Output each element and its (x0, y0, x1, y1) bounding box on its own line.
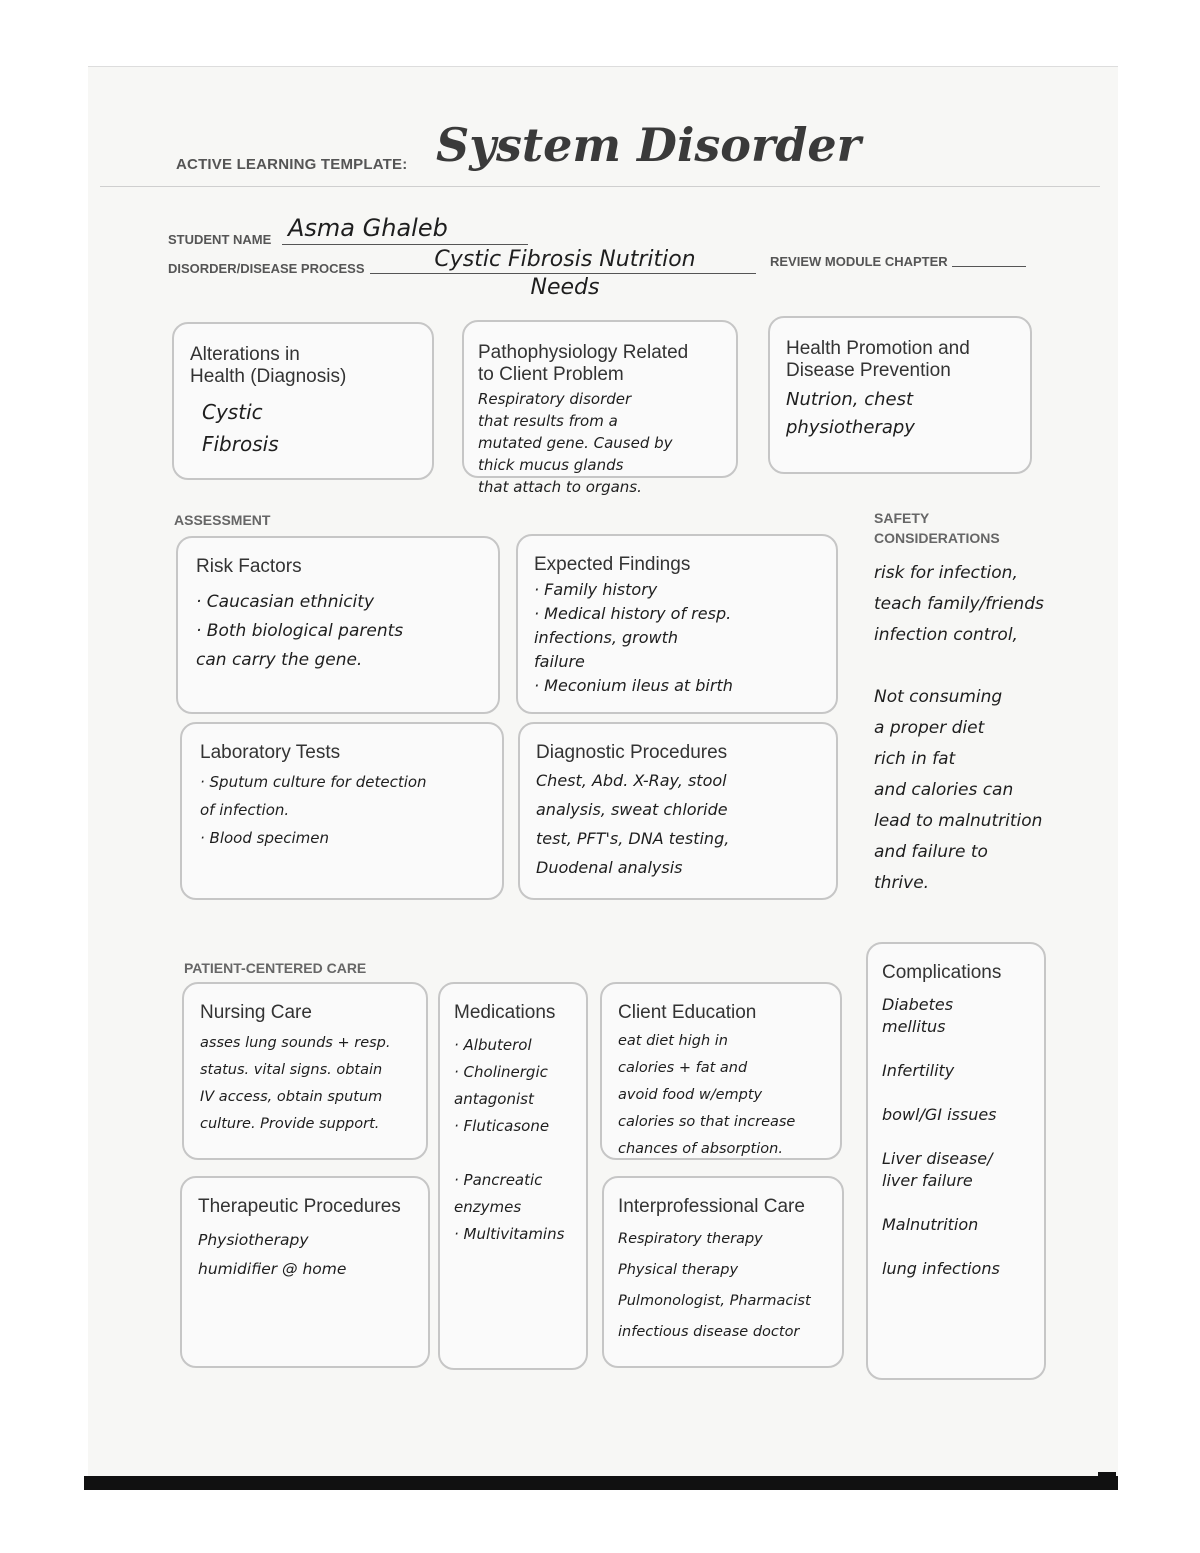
diagnostic-procedures-content: Chest, Abd. X-Ray, stool analysis, sweat chloride test, PFT's, DNA testing, Duodenal analysis (536, 771, 730, 877)
nursing-care-box (182, 982, 428, 1160)
alterations-in-health-box (172, 322, 434, 480)
alterations-title: Alterations in Health (Diagnosis) (190, 344, 347, 387)
nursing-care-content: asses lung sounds + resp. status. vital signs. obtain IV access, obtain sputum culture. Provide support. (200, 1035, 391, 1132)
risk-factors-title: Risk Factors (196, 556, 302, 577)
expected-findings-box (516, 534, 838, 714)
complications-title: Complications (882, 962, 1002, 983)
interprofessional-care-title: Interprofessional Care (618, 1196, 805, 1217)
pathophysiology-box (462, 320, 738, 496)
disorder-value: Cystic Fibrosis Nutrition Needs (434, 247, 696, 300)
safety-considerations-content: risk for infection, teach family/friends infection control, Not consuming a proper diet rich in fat and calories can lead to malnutrition and failure to thrive. (874, 563, 1044, 893)
header-divider (100, 186, 1100, 187)
student-name-label: STUDENT NAME (168, 232, 272, 247)
client-education-box (600, 982, 842, 1160)
interprofessional-care-box (602, 1176, 844, 1368)
complications-content: Diabetes mellitus Infertility bowl/GI issues Liver disease/ liver failure Malnutrition lung infections (882, 995, 1000, 1278)
therapeutic-procedures-title: Therapeutic Procedures (198, 1196, 401, 1217)
client-education-title: Client Education (618, 1002, 757, 1023)
template-prefix: ACTIVE LEARNING TEMPLATE: (176, 156, 408, 173)
expected-findings-title: Expected Findings (534, 554, 691, 575)
health-promotion-content: Nutrion, chest physiotherapy (786, 389, 915, 438)
student-name-value: Asma Ghaleb (288, 214, 448, 242)
patient-centered-care-label: PATIENT-CENTERED CARE (184, 960, 367, 976)
therapeutic-procedures-box (180, 1176, 430, 1368)
template-title: System Disorder (436, 118, 861, 172)
review-module-line (952, 266, 1026, 267)
health-promotion-title: Health Promotion and Disease Prevention (786, 338, 970, 381)
pathophysiology-title: Pathophysiology Related to Client Problem (478, 342, 689, 385)
diagnostic-procedures-box (518, 722, 838, 900)
medications-content: · Albuterol · Cholinergic antagonist · Fluticasone · Pancreatic enzymes · Multivitamins (454, 1036, 565, 1243)
therapeutic-procedures-content: Physiotherapy humidifier @ home (198, 1231, 347, 1278)
diagnostic-procedures-title: Diagnostic Procedures (536, 742, 728, 763)
risk-factors-box (176, 536, 500, 714)
pathophysiology-content: Respiratory disorder that results from a mutated gene. Caused by thick mucus glands that attach to organs. (478, 390, 673, 496)
scan-edge-bar (84, 1476, 1118, 1490)
assessment-section-label: ASSESSMENT (174, 512, 271, 528)
alterations-content: Cystic Fibrosis (202, 400, 279, 456)
medications-title: Medications (454, 1002, 556, 1023)
health-promotion-box (768, 316, 1032, 474)
complications-box (866, 942, 1046, 1380)
laboratory-tests-content: · Sputum culture for detection of infection. · Blood specimen (200, 773, 427, 847)
medications-box (438, 982, 588, 1370)
expected-findings-content: · Family history · Medical history of resp. infections, growth failure · Meconium ileus at birth (534, 580, 733, 695)
review-module-label: REVIEW MODULE CHAPTER (770, 254, 948, 269)
disorder-label: DISORDER/DISEASE PROCESS (168, 261, 365, 276)
laboratory-tests-box (180, 722, 504, 900)
risk-factors-content: · Caucasian ethnicity · Both biological parents can carry the gene. (196, 592, 404, 670)
client-education-content: eat diet high in calories + fat and avoid food w/empty calories so that increase chances of absorption. (618, 1033, 796, 1157)
laboratory-tests-title: Laboratory Tests (200, 742, 341, 763)
safety-considerations-label: SAFETY CONSIDERATIONS (874, 510, 1000, 546)
student-name-line (282, 244, 528, 245)
interprofessional-care-content: Respiratory therapy Physical therapy Pulmonologist, Pharmacist infectious disease doctor (618, 1231, 811, 1340)
scan-corner-mark (1098, 1472, 1116, 1490)
nursing-care-title: Nursing Care (200, 1002, 312, 1023)
